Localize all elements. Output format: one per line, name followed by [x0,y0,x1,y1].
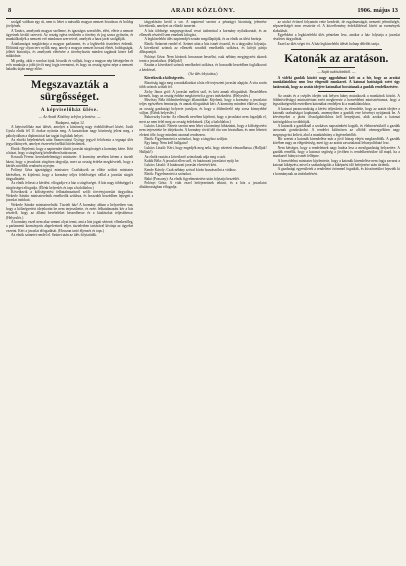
paragraph: Zichy János gróf: A javaslat mellett szól, és kéri annak elfogadását. Beszédében kiemeli, hogy az ország érdeke megköveteli a gyors intézkedést. (Helyeslés.) [139,89,267,98]
paragraph: Egy hang: Nem kell hallgatni! [144,141,188,146]
column-3 [273,20,400,562]
paragraph: tárgyalására kerül a sor. A napirend szerint a pénzügyi bizottság jelentése következik, amelyet az előadó ismertet. [139,20,267,29]
paragraph: Ezzel az ülés véget ért. A ház legközelebbi ülését holnap délelőtt tartja. [277,41,380,46]
paragraph: Rakovszky István: Az ellenzék nevében kijelenti, hogy a javaslatot nem fogadják el, mert az nem felel meg az ország érdekeinek. (Zaj a baloldalon.) [139,115,267,124]
paragraph: Következik a költségvetési felhatalmazásról szóló törvényjavaslat tárgyalása. Wekerle Sándor miniszterelnök emelkedik szólásra, és hosszabb beszédben fejtegeti a javaslat indokait. [6,189,134,203]
article-headline: Megszavazták a sürgősséget. [30,78,109,103]
article-headline: Katonák az aratáson. [284,52,389,65]
article-byline: — Az Aradi Közlöny telefon jelentése. — [38,114,101,119]
paragraph: Az elnök szünetet rendel el. Szünet után az ülés folytatódik. [11,233,98,237]
page-number: 8 [8,7,12,14]
paragraph: Lukács László: A határozati javaslat elvetését kéri. [144,163,218,168]
section-subhead: (Az ülés folytatása.) [188,72,218,77]
paragraph: A legközelebbi ülés napirendjét ezután megállapítják, és az elnök az ülést bezárja. [144,37,263,42]
paragraph: A gazdasági egyesületek a rendeletet örömmel fogadták, és köszönetüket fejezték ki a kormánynak az intézkedésért. [272,167,400,176]
paragraph: A Tanács, amelynek magyar szelleme, és igazságos szerződés, eléri, elérte a nemzet ügyeinek kiváló szerveit. Az ország egész területén a törvény és jog szava győzzön, és munkálkodjék a nemzeti erő mindazon szerveivel, amelyek a haza javát szolgálják. [6,28,134,42]
divider [24,75,115,76]
paragraph: A ház többsége megnyugvással veszi tudomásul a kormány nyilatkozatát, és az ellenzék részéről sem emelnek kifogást. [139,28,267,37]
section-line: Következik a költségvetés. [144,76,185,81]
paragraph: Ezután a következő szónok emelkedett szólásra, és hosszabb beszédben foglalkozott a kérdéssel. [139,63,267,72]
paragraph: az utolsó évtized folyamán vette kezdetét, de rugalmasságát, nemzeti jelentőségét, népszerűségét nem vesztette el. A közvélemény érdeklődéssel kíséri az események alakulását. [272,20,400,33]
paragraph: Az elnök felteszi a kérdést: elfogadja-e a ház a sürgősséget. A ház nagy többséggel a sürgősséget elfogadja. (Élénk helyeslés és taps a baloldalon.) [6,181,134,190]
article-dateline: Budapest, május 12 [55,120,84,125]
paragraph: Kubik Béla: A javaslat ellen szól, és határozati javaslatot nyújt be. [144,159,240,163]
paragraph: Nem kétséges, hogy a rendeletnek nagy hatása lesz a mezőgazdaság helyzetére. A gazdák remélik, hogy a katonai segítség a jövőben is rendelkezésükre áll majd, ha a munkaerő hiánya ismét fellépne. [272,145,400,159]
page-header [6,6,400,19]
article-subtitle: A képviselőház ülése. [40,107,99,113]
paragraph: Elnök: Szünetet rendel el. Szünet után a ház ismét összeül, és a tárgyalást folytatja. A következő szónok az ellenzék soraiból emelkedik szólásra, és kifejti pártja álláspontját. [139,41,267,55]
article-byline: — Saját tudósítónktól. — [317,69,356,74]
paragraph: Polónyi Géza: A vitát ezzel befejezettnek tekinti, és a ház a javaslatot általánosságban elfogadja. [139,181,267,190]
divider [318,91,355,92]
divider [318,67,355,68]
issue-date: 1906. május 13 [357,7,398,14]
paragraph: Az aratás és a cséplés idején sok helyen hiány mutatkozik a munkások között. A földmívelésügyi minisztérium ezért megkereste a honvédelmi minisztériumot, hogy a legszükségesebb esetekben katonákat rendeljen ki a munkálatokhoz. [272,93,400,107]
paragraph: Bizottság tagja meg a munkálatokat a ház elé terjesztett javaslat alapján. A vita során több szónok szólalt fel. [139,80,267,90]
paper-title: ARADI KÖZLÖNY. [170,7,236,14]
paragraph: Polónyi Géza: Nem kívánok hosszasan beszélni, csak néhány megjegyzést akarok tenni a javaslathoz. (Halljuk!) [139,54,267,63]
columns [6,20,400,562]
paragraph: Elnök: Bejelenti, hogy a napirendre tűzött javaslat sürgősségét a kormány kérte. Kéri a házat, hogy a sürgősség kérdésében határozzon. [6,146,134,155]
paragraph: Elnök: Figyelmezteti a szónokot, hogy a tárgyhoz szóljon. [144,137,229,141]
paragraph: Az elnök ezután a következő szónoknak adja meg a szót. [144,154,227,159]
paragraph: Kende Károly: Csak néhány szóval kíván hozzászólni a vitához. [144,167,237,172]
paragraph: A képviselőház mai ülését, amelyet a közönség nagy érdeklődéssel kísért, Justh Gyula elnök fél 11 órakor nyitotta meg. A karzatokon nagy közönség jelent meg, a páholyokban a diplomáciai kar tagjai foglaltak helyet. [6,125,134,138]
divider [291,49,382,50]
paragraph: Egyébként a legközelebbi ülés pénteken lesz, amikor a ház folytatja a javaslat részletes tárgyalását. [272,32,400,42]
paragraph: Hír szerint a katonák kirendelése már a jövő hónap elején megkezdődik. A gazdák körében nagy az elégedettség, mert így az aratás zavartalanul lebonyolítható lesz. [272,136,400,146]
paragraph: A katonák a gazdáknál a szokásos napszámbért kapják, és élelmezésükről a gazdák tartoznak gondoskodni. A rendelet különösen az alföldi vármegyékben nagy megnyugvást keltett, ahol a munkáshiány a legérezhetőbb. [272,124,400,137]
paragraph: Lukács László: Kéri, hogy engedjék meg neki, hogy nézeteit elmondhassa. (Halljuk! Halljuk!) [139,145,267,155]
paragraph: Ártatlanságot megkívánja a magyar parlament, és a leghívebb tiszteletet érdemli. Előttünk egy olyan terv nyílik meg, amely a magyar nemzet hosszú életét, boldogságát, jólétét biztosítja, és amelynek elérésére a törvényhozás minden tagjának közre kell működnie. [6,41,134,59]
paragraph: Wekerle Sándor miniszterelnök: Tisztelt ház! A kormány abban a helyzetben van, hogy a költségvetést idejekorán be nem terjeszthette, és ezért felhatalmazást kér a ház részéről, hogy az állami bevételeket beszedhesse és a kiadásokat teljesíthesse. (Helyeslés.) [6,202,134,220]
paragraph: A honvédelmi miniszter kijelentette, hogy a katonák kirendelése nem fogja zavarni a katonai kiképzést, mivel a szabadságolás a kiképzési idő befejezése után történik. [272,158,400,167]
paragraph: Elnök: Figyelmezteti a szónokot. [144,172,192,177]
column-2 [139,20,266,562]
paragraph: Mi pedig, akik e sorokat írjuk, hisszük és valljuk, hogy a magyar nép kétségtelen és erős munkája a jobb jövőt meg fogja teremteni, és hogy az ország egész népe a nemzeti haladás útján megy előre. [6,58,134,72]
paragraph: Kossuth Ferenc kereskedelemügyi miniszter: A kormány nevében kérem a tisztelt házat, hogy a javaslatot sürgősen tárgyalja, mert az ország érdeke megköveteli, hogy a kérdés mielőbb rendezést nyerjen. [6,155,134,168]
paragraph: Bakó (Pozsony): Az elnök figyelmeztetése után folytatja beszédét. [144,176,240,181]
paragraph: Az elnöki bejelentések után Szmrecsányi György jegyző felolvasta a tegnapi ülés jegyzőkönyvét, amelyet észrevétel nélkül hitelesítettek. [6,138,134,147]
paragraph: A kormány ezzel nem akar semmi olyat tenni, ami a ház jogait sértené, ellenkezőleg, a parlamenti kormányzás alapelveinek teljes tiszteletben tartásával kívánja az ügyeket vezetni. Kéri a javaslat elfogadását. (Hosszan tartó éljenzés és taps.) [6,220,134,233]
paragraph: Polónyi Géza igazságügyi miniszter: Csatlakozik az előtte szólott miniszter kéréséhez, és kijelenti, hogy a kormány teljes felelősséget vállal a javaslat sürgős tárgyalásáért. [6,168,134,181]
column-1 [6,20,133,562]
article-lead: A vidéki gazdák között nagy aggodalmat kelt az a hír, hogy az aratási munkálatokhoz nem lesz elegendő munkaerő. A katonai hatóságok ezért úgy határoztak, hogy az aratás idejére katonákat bocsátanak a gazdák rendelkezésére. [272,76,400,89]
paragraph: Lukács László: Nézete szerint nem lehet a kormányt hibáztatni, hogy a költségvetést nem terjesztette be idejekorán. A kormány rövid idő óta van hivatalban, és nem lehetett elvárni tőle, hogy mindent azonnal rendezzen. [139,124,267,137]
paragraph: szolgál valóban egy út, nem is lehet a második magyar nemzet hivatásos és boldog jövőjének. [6,20,134,29]
paragraph: A katonai parancsnokság a kérést teljesítette, és elrendelte, hogy az aratás idejére a katonák szabadságot kaphatnak, amennyiben a gazdák erre kérvényt nyújtanak be. A kérvényeket a járási főszolgabírókhoz kell benyújtani, akik azokat a katonai hatóságokhoz továbbítják. [272,106,400,124]
paragraph: Mezőssy Béla földművelésügyi államtitkár: Kijelenti, hogy a kormány a javaslatot teljes egészében fenntartja, és annak elfogadását kéri. A kormány mindent elkövet, hogy az ország gazdasági helyzete javuljon, és hogy a földművelő nép sorsa könnyebbé váljon. (Élénk helyeslés.) [139,98,267,115]
divider [51,105,88,106]
